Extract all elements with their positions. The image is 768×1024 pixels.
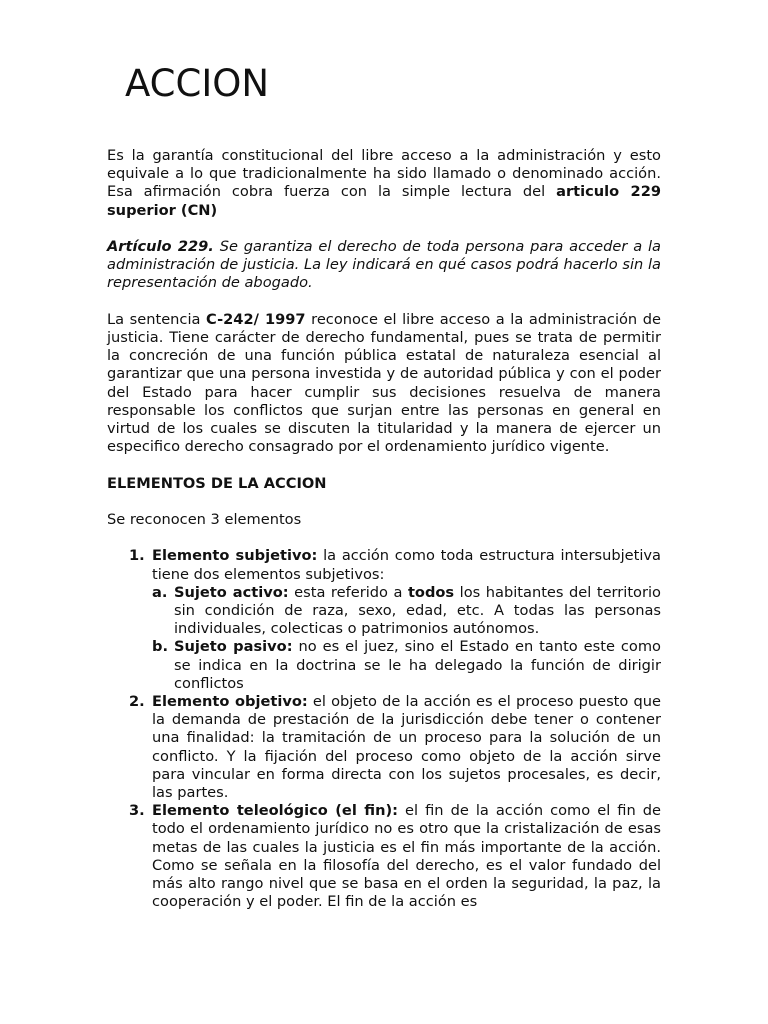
sub-list-item-text: no es el juez, sino el Estado en tanto este como se indica en la doctrina se le ha delegado la función de dirigir conflictos	[174, 638, 661, 692]
intro-paragraph	[107, 147, 661, 220]
sub-list-item-text: los habitantes del territorio sin condición de raza, sexo, edad, etc. A todas las personas individuales, colecticas o patrimonios autónomos.	[174, 583, 661, 638]
list-item-text: el objeto de la acción es el proceso puesto que la demanda de prestación de la jurisdicción debe tener o contener una finalidad: la tramitación de un proceso para la solución de un conflicto. Y la fijación del proceso como objeto de la acción sirve para vincular en forma directa con los sujetos procesales, es decir, las partes.	[152, 693, 661, 802]
sub-list-item-emphasis: todos	[407, 583, 455, 601]
sentencia-reference: C-242/ 1997	[206, 310, 306, 328]
sentencia-paragraph	[107, 311, 661, 457]
article-text: Se garantiza el derecho de toda persona para acceder a la administración de justicia. La ley indicará en qué casos podrá hacerlo sin la representación de abogado.	[107, 238, 661, 292]
sub-list-item-pre: esta referido a	[288, 583, 408, 601]
list-item	[107, 547, 661, 693]
list-item	[107, 802, 661, 911]
section-heading-text: ELEMENTOS DE LA ACCION	[107, 474, 327, 492]
list-item-label: Elemento objetivo:	[152, 693, 308, 711]
page-title: ACCION	[125, 62, 270, 105]
list-item-text: la acción como toda estructura intersubjetiva tiene dos elementos subjetivos:	[152, 547, 661, 583]
list-number: 1.	[129, 547, 145, 565]
intro-reference: articulo 229 superior (CN)	[107, 183, 662, 219]
section-heading	[107, 475, 661, 493]
list-item-label: Elemento teleológico (el fin):	[152, 802, 399, 820]
sub-list-item-label: Sujeto pasivo:	[174, 638, 293, 656]
elements-list	[107, 547, 661, 911]
sub-list-item-label: Sujeto activo:	[174, 583, 289, 601]
sub-list-letter: a.	[152, 583, 168, 601]
list-number: 3.	[129, 802, 145, 820]
sentencia-pre: La sentencia	[107, 310, 207, 328]
article-label: Artículo 229.	[107, 238, 214, 255]
list-item-label: Elemento subjetivo:	[152, 547, 318, 565]
sub-list-letter: b.	[152, 638, 168, 656]
document-body	[107, 147, 661, 911]
lead-paragraph: Se reconocen 3 elementos	[107, 511, 302, 528]
list-item	[107, 693, 661, 802]
sub-list-item	[152, 638, 661, 693]
sub-list	[152, 584, 661, 693]
list-item-text: el fin de la acción como el fin de todo el ordenamiento jurídico no es otro que la cristalización de esas metas de las cuales la justicia es el fin más importante de la acción. Como se señala en la filosofía del derecho, es el valor fundado del más alto rango nivel que se basa en el orden la seguridad, la paz, la cooperación y el poder. El fin de la acción es	[152, 802, 661, 911]
article-quote	[107, 238, 661, 293]
sub-list-item	[152, 584, 661, 639]
list-number: 2.	[129, 693, 145, 711]
intro-text: Es la garantía constitucional del libre acceso a la administración y esto equivale a lo que tradicionalmente ha sido llamado o denominado acción. Esa afirmación cobra fuerza con la simple lectura del	[107, 147, 661, 201]
sentencia-text: reconoce el libre acceso a la administración de justicia. Tiene carácter de derecho fundamental, pues se trata de permitir la concreción de una función pública estatal de naturaleza esencial al garantizar que una persona investida y de autoridad pública y con el poder del Estado para hacer cumplir sus decisiones resuelva de manera responsable los conflictos que surjan entre las personas en general en virtud de los cuales se discuten la titularidad y la manera de ejercer un especifico derecho consagrado por el ordenamiento jurídico vigente.	[107, 310, 661, 456]
